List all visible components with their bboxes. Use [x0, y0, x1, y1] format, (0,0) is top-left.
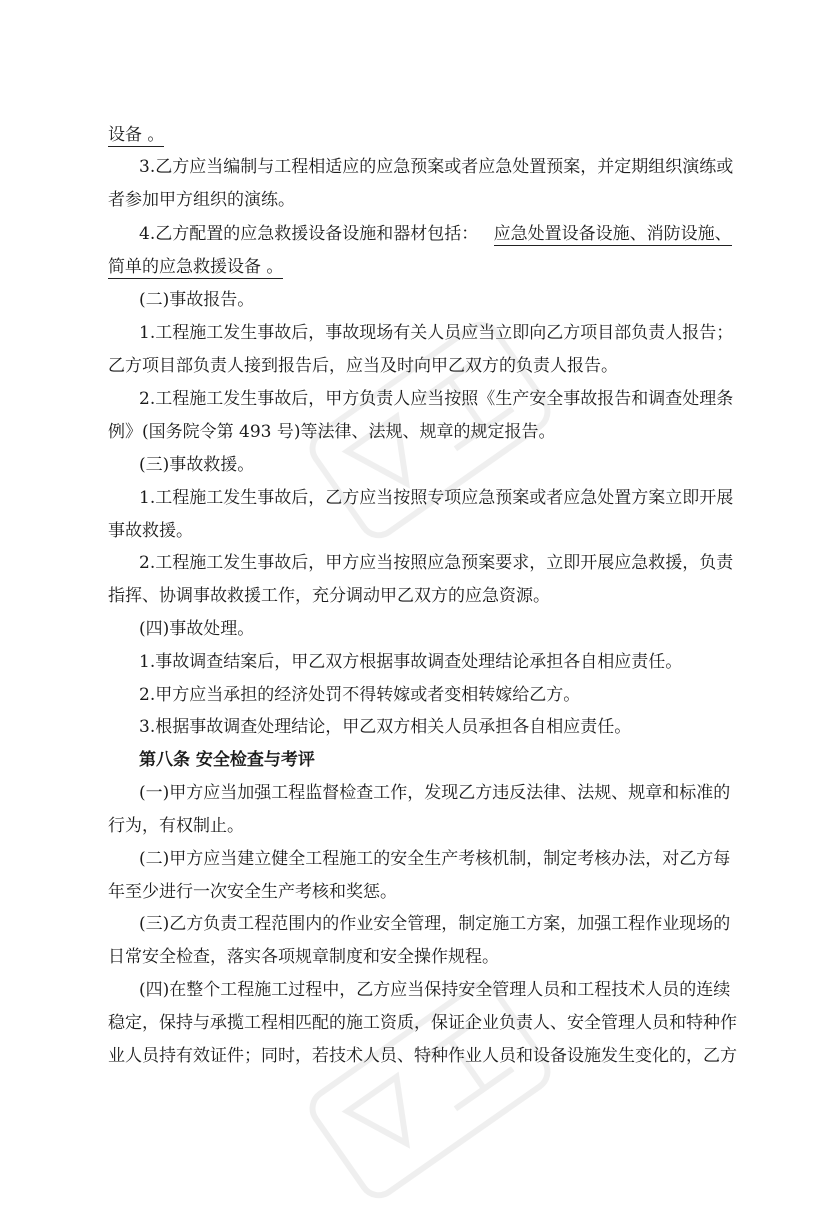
text-span: 3.根据事故调查处理结论，甲乙双方相关人员承担各自相应责任。 [139, 717, 632, 737]
text-span: 稳定，保持与承揽工程相匹配的施工资质，保证企业负责人、安全管理人员和特种作 [108, 1013, 737, 1033]
text-line [108, 520, 830, 542]
text-line [108, 124, 830, 146]
text-line [139, 651, 830, 673]
text-span: 例》(国务院令第 493 号)等法律、法规、规章的规定报告。 [108, 422, 556, 442]
text-span: 2.工程施工发生事故后，甲方应当按照应急预案要求，立即开展应急救援，负责 [139, 553, 734, 573]
text-line [108, 585, 830, 607]
text-span: 3.乙方应当编制与工程相适应的应急预案或者应急处置预案，并定期组织演练或 [139, 157, 734, 177]
text-span: (三)乙方负责工程范围内的作业安全管理，制定施工方案，加强工程作业现场的 [139, 914, 731, 934]
text-line [139, 552, 830, 574]
text-span: 1.事故调查结案后，甲乙双方根据事故调查处理结论承担各自相应责任。 [139, 652, 683, 672]
underlined-fill-text: 应急处置设备设施、消防设施、 [493, 224, 732, 244]
text-span: 2.工程施工发生事故后，甲方负责人应当按照《生产安全事故报告和调查处理条 [139, 389, 734, 409]
text-line [108, 355, 830, 377]
text-line [108, 881, 830, 903]
text-span: 1.工程施工发生事故后，事故现场有关人员应当立即向乙方项目部负责人报告； [139, 323, 734, 343]
text-span: 日常安全检查，落实各项规章制度和安全操作规程。 [108, 947, 499, 967]
text-span: 者参加甲方组织的演练。 [108, 190, 295, 210]
text-span: 第八条 安全检查与考评 [139, 750, 315, 770]
text-line [139, 322, 830, 344]
text-line [139, 487, 830, 509]
text-line [108, 421, 830, 443]
text-line [108, 189, 830, 211]
text-line [139, 979, 830, 1001]
text-span: (二)甲方应当建立健全工程施工的安全生产考核机制，制定考核办法，对乙方每 [139, 849, 731, 869]
text-line [139, 716, 830, 738]
text-line [139, 223, 830, 245]
text-span: 1.工程施工发生事故后，乙方应当按照专项应急预案或者应急处置方案立即开展 [139, 488, 734, 508]
article-heading [139, 749, 830, 771]
text-line [139, 156, 830, 178]
text-line [108, 256, 830, 278]
text-span: (四)事故处理。 [139, 619, 255, 639]
text-span: 2.甲方应当承担的经济处罚不得转嫁或者变相转嫁给乙方。 [139, 685, 581, 705]
text-line [139, 848, 830, 870]
underlined-fill-text: 设备 。 [108, 125, 165, 145]
section-heading [139, 289, 830, 311]
text-span: 4.乙方配置的应急救援设备设施和器材包括： [139, 224, 479, 244]
text-line [139, 684, 830, 706]
text-line [139, 388, 830, 410]
text-span: 指挥、协调事故救援工作，充分调动甲乙双方的应急资源。 [108, 586, 550, 606]
section-heading [139, 618, 830, 640]
text-span: 乙方项目部负责人接到报告后，应当及时向甲乙双方的负责人报告。 [108, 356, 618, 376]
text-line [139, 782, 830, 804]
text-span: 业人员持有效证件；同时，若技术人员、特种作业人员和设备设施发生变化的，乙方 [108, 1046, 737, 1066]
text-span: 事故救援。 [108, 521, 193, 541]
text-span: 行为，有权制止。 [108, 816, 244, 836]
underlined-fill-text: 简单的应急救援设备 。 [108, 257, 284, 277]
text-span: (一)甲方应当加强工程监督检查工作，发现乙方违反法律、法规、规章和标准的 [139, 783, 731, 803]
text-line [108, 1012, 830, 1034]
text-span: 年至少进行一次安全生产考核和奖惩。 [108, 882, 397, 902]
section-heading [139, 454, 830, 476]
text-span: (四)在整个工程施工过程中，乙方应当保持安全管理人员和工程技术人员的连续 [139, 980, 731, 1000]
text-line [108, 815, 830, 837]
text-line [108, 1045, 830, 1067]
text-span: (三)事故救援。 [139, 455, 255, 475]
text-span: (二)事故报告。 [139, 290, 255, 310]
text-line [108, 946, 830, 968]
text-line [139, 913, 830, 935]
